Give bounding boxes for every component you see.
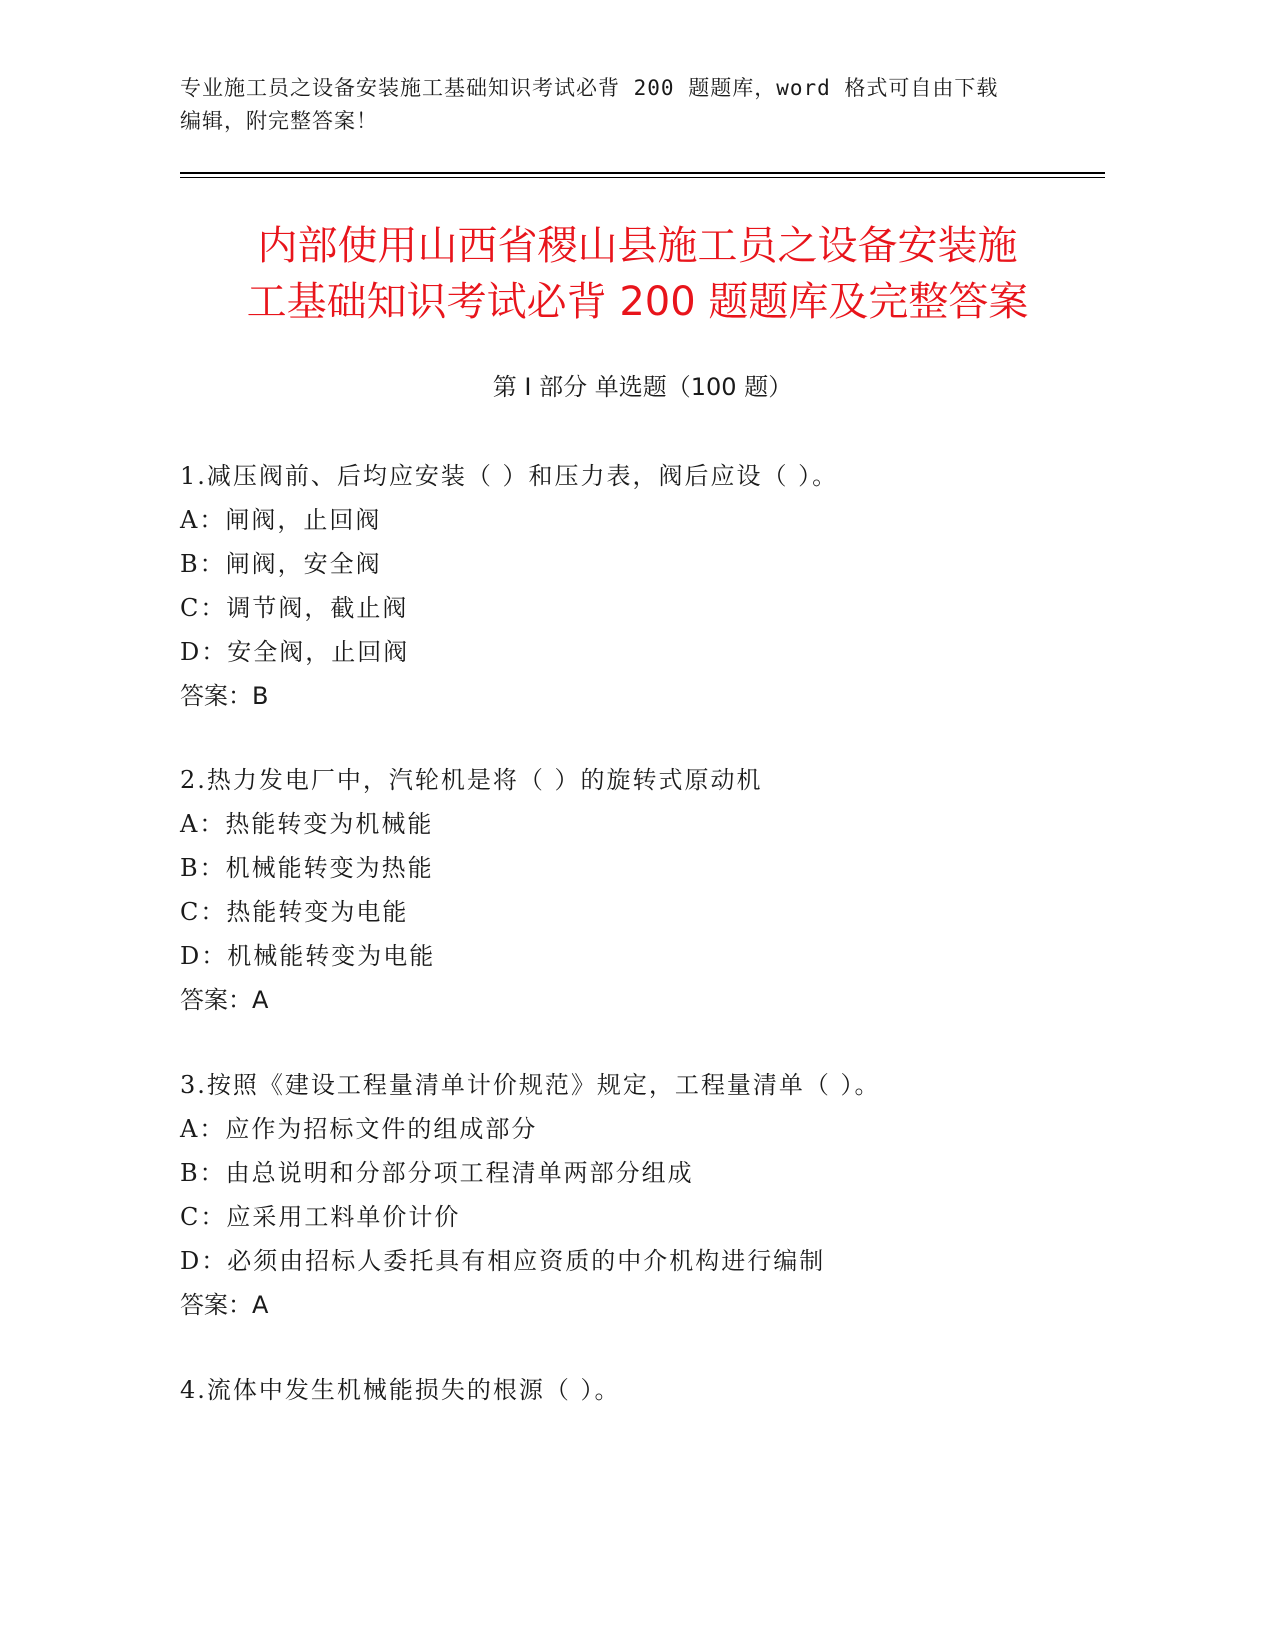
- question-text: 4.流体中发生机械能损失的根源（ ）。: [180, 1376, 621, 1404]
- answer: 答案：B: [180, 682, 269, 710]
- header-divider-thin: [180, 177, 1105, 178]
- header-note: [180, 72, 1080, 138]
- option-c: C：调节阀，截止阀: [180, 594, 409, 622]
- document-title: [150, 218, 1125, 330]
- section-title: 第 I 部分 单选题（100 题）: [492, 373, 793, 401]
- header-note-line-1: 专业施工员之设备安装施工基础知识考试必背 200 题题库，word 格式可自由下载: [180, 76, 999, 100]
- document-title-line-2: 工基础知识考试必背 200 题题库及完整答案: [246, 279, 1029, 325]
- option-b: B：机械能转变为热能: [180, 854, 434, 882]
- question-3: [180, 1063, 1105, 1327]
- question-text: 2.热力发电厂中，汽轮机是将（ ）的旋转式原动机: [180, 766, 763, 794]
- option-c: C：热能转变为电能: [180, 898, 409, 926]
- option-a: A：热能转变为机械能: [180, 810, 434, 838]
- answer: 答案：A: [180, 1291, 269, 1319]
- option-b: B：由总说明和分部分项工程清单两部分组成: [180, 1159, 694, 1187]
- option-b: B：闸阀，安全阀: [180, 550, 382, 578]
- option-a: A：闸阀，止回阀: [180, 506, 382, 534]
- option-d: D：机械能转变为电能: [180, 942, 436, 970]
- option-a: A：应作为招标文件的组成部分: [180, 1115, 538, 1143]
- question-text: 3.按照《建设工程量清单计价规范》规定，工程量清单（ ）。: [180, 1071, 881, 1099]
- answer: 答案：A: [180, 986, 269, 1014]
- question-4: [180, 1368, 1105, 1412]
- option-c: C：应采用工料单价计价: [180, 1203, 461, 1231]
- option-d: D：必须由招标人委托具有相应资质的中介机构进行编制: [180, 1247, 826, 1275]
- question-2: [180, 758, 1105, 1022]
- header-divider-thick: [180, 172, 1105, 174]
- document-title-line-1: 内部使用山西省稷山县施工员之设备安装施: [257, 223, 1018, 269]
- header-note-line-2: 编辑，附完整答案！: [180, 109, 378, 133]
- question-text: 1.减压阀前、后均应安装（ ）和压力表，阀后应设（ ）。: [180, 462, 839, 490]
- option-d: D：安全阀，止回阀: [180, 638, 410, 666]
- question-1: [180, 454, 1105, 718]
